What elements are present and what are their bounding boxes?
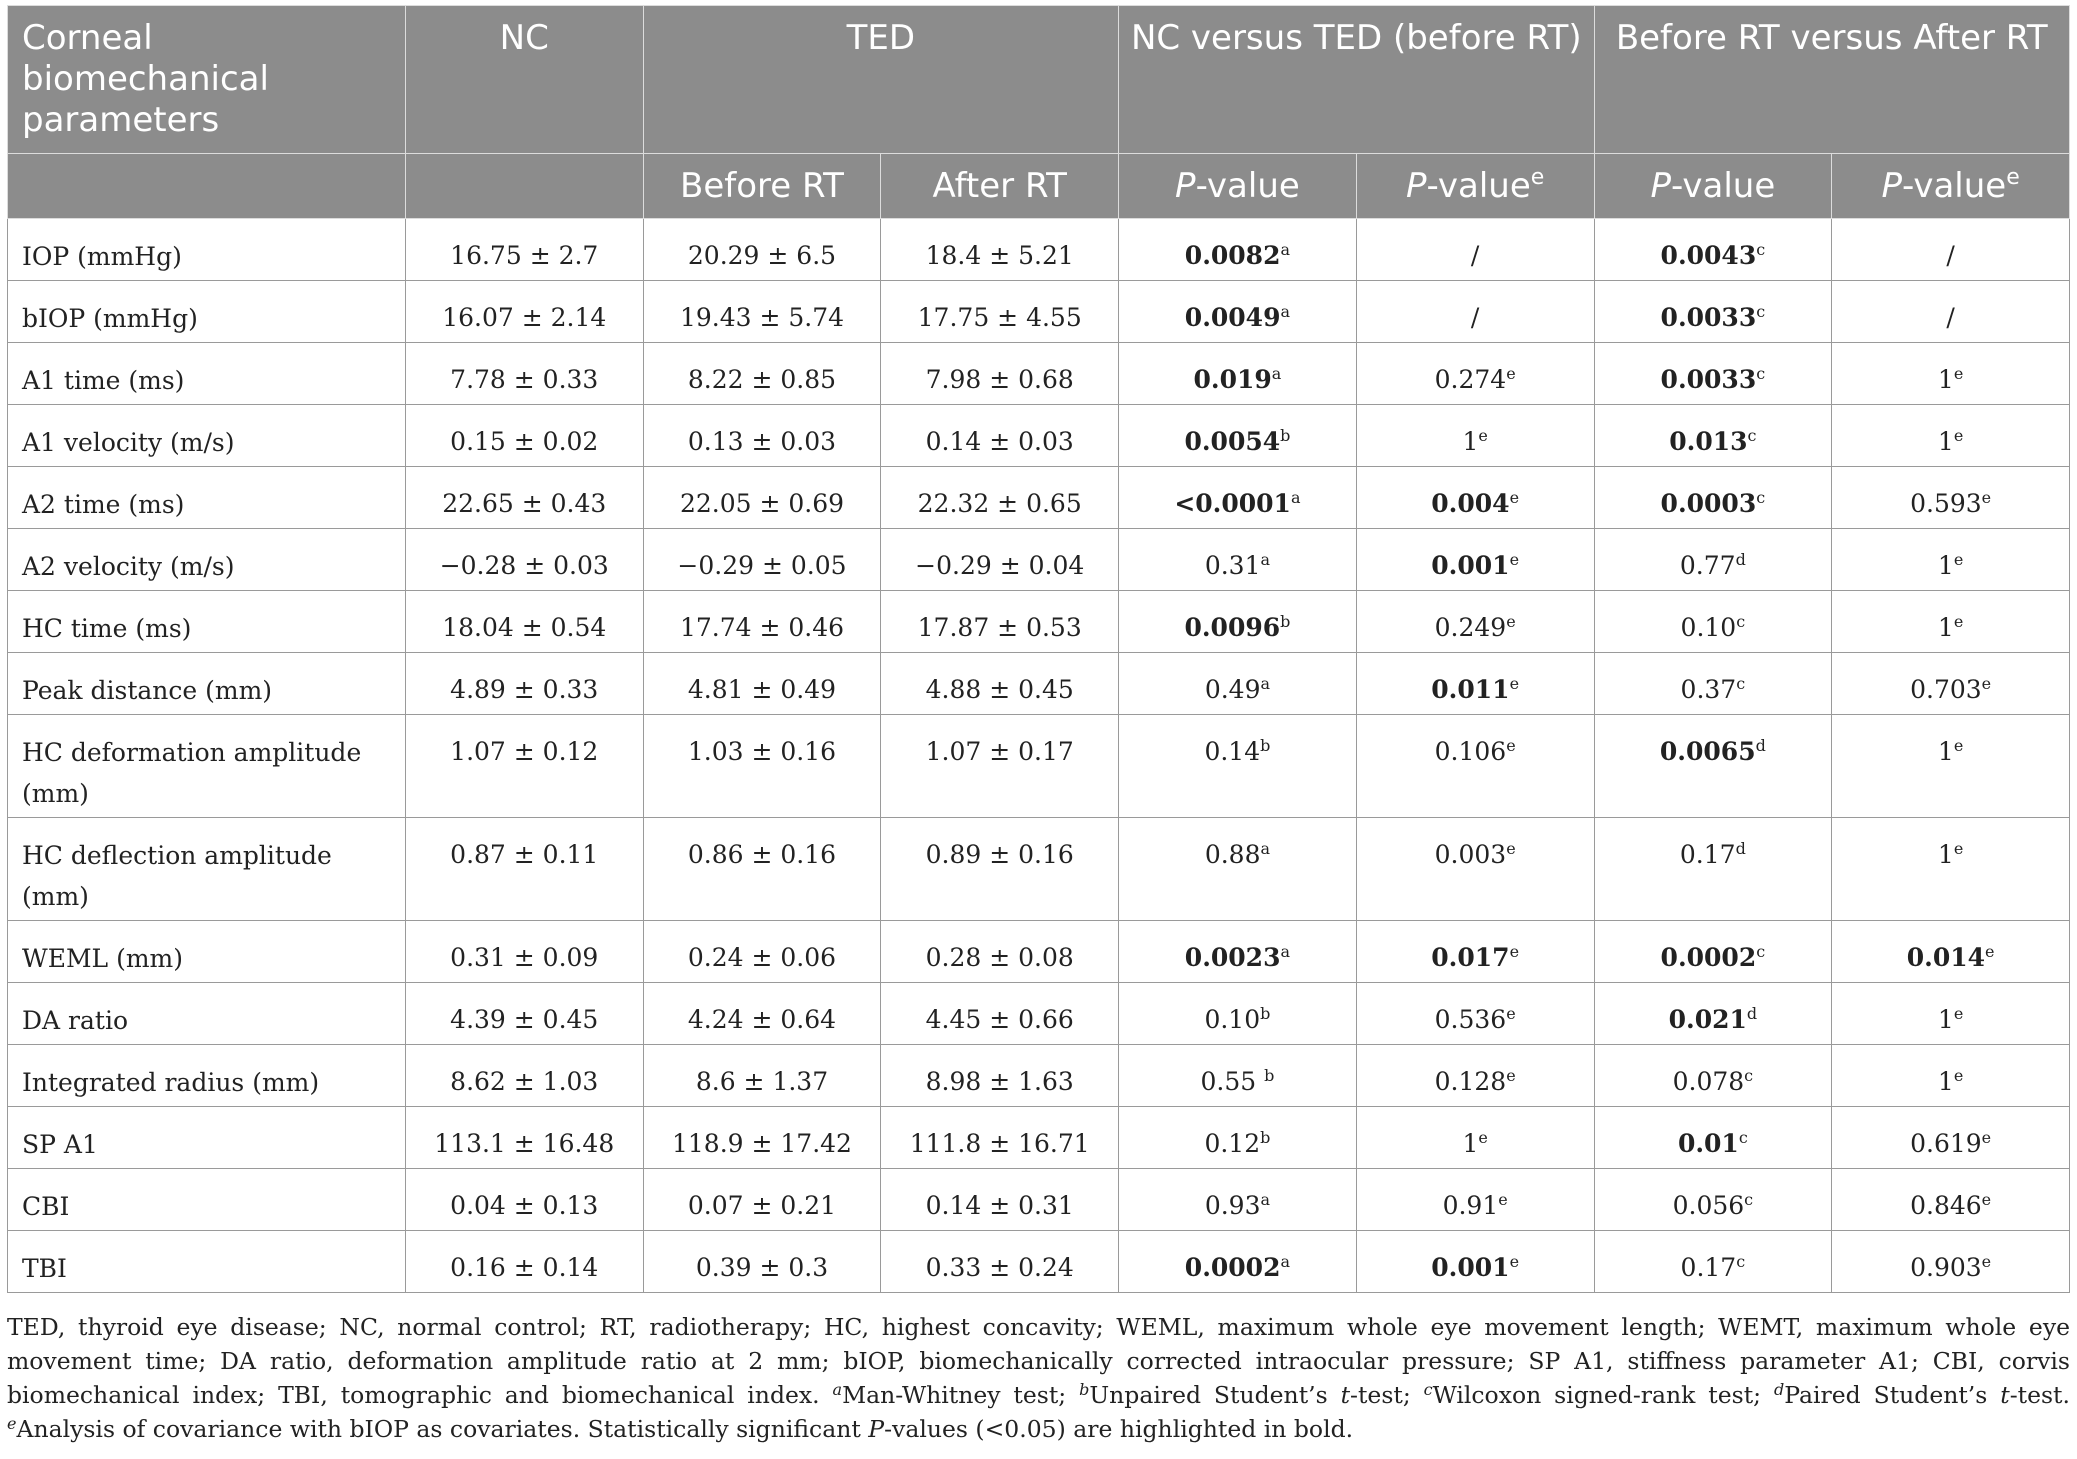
cell-p-value: 0.249e (1356, 591, 1594, 653)
cell-p-value: 0.004e (1356, 467, 1594, 529)
cell-p-value: 0.17$^c$ (1594, 1231, 1832, 1293)
cell-p-value: 0.0054$^b$ (1119, 405, 1357, 467)
cell-p-value: 1e (1832, 529, 2070, 591)
table-row (8, 219, 2070, 281)
cell-p-value: 1e (1356, 405, 1594, 467)
cell-nc: 8.62 ± 1.03 (405, 1045, 643, 1107)
header-p-value-adjusted: P-value$^e$ (1356, 154, 1594, 219)
cell-after: 1.07 ± 0.17 (881, 715, 1119, 818)
cell-p-value: 0.31$^a$ (1119, 529, 1357, 591)
cell-p-value: / (1356, 219, 1594, 281)
table-row (8, 818, 2070, 921)
header-before-rt: Before RT (643, 154, 881, 219)
cell-nc: 4.39 ± 0.45 (405, 983, 643, 1045)
cell-parameter: Peak distance (mm) (8, 653, 406, 715)
cell-parameter: A1 velocity (m/s) (8, 405, 406, 467)
cell-p-value: 0.14$^b$ (1119, 715, 1357, 818)
cell-p-value: 1e (1832, 818, 2070, 921)
table-row (8, 281, 2070, 343)
cell-after: 17.75 ± 4.55 (881, 281, 1119, 343)
header-p-value: P-value (1119, 154, 1357, 219)
table-row (8, 983, 2070, 1045)
header-nc-vs-ted: NC versus TED (before RT) (1119, 6, 1594, 154)
cell-p-value: 0.0049$^a$ (1119, 281, 1357, 343)
cell-p-value: 0.93$^a$ (1119, 1169, 1357, 1231)
table-row (8, 921, 2070, 983)
cell-p-value: 0.003e (1356, 818, 1594, 921)
cell-p-value: 0.17$^d$ (1594, 818, 1832, 921)
cell-parameter: SP A1 (8, 1107, 406, 1169)
cell-parameter: Integrated radius (mm) (8, 1045, 406, 1107)
header-blank (8, 154, 406, 219)
cell-before: 20.29 ± 6.5 (643, 219, 881, 281)
cell-after: 0.14 ± 0.31 (881, 1169, 1119, 1231)
cell-after: 4.45 ± 0.66 (881, 983, 1119, 1045)
cell-before: 19.43 ± 5.74 (643, 281, 881, 343)
cell-p-value: 0.55 $^b$ (1119, 1045, 1357, 1107)
cell-p-value: 0.01$^c$ (1594, 1107, 1832, 1169)
table-row (8, 1045, 2070, 1107)
cell-before: 4.81 ± 0.49 (643, 653, 881, 715)
table-row (8, 1231, 2070, 1293)
cell-after: 7.98 ± 0.68 (881, 343, 1119, 405)
cell-before: 8.6 ± 1.37 (643, 1045, 881, 1107)
cell-parameter: HC deformation amplitude (mm) (8, 715, 406, 818)
cell-p-value: 1e (1832, 591, 2070, 653)
cell-p-value: 0.011e (1356, 653, 1594, 715)
cell-p-value: 0.619e (1832, 1107, 2070, 1169)
cell-p-value: 0.91e (1356, 1169, 1594, 1231)
header-ted: TED (643, 6, 1118, 154)
cell-before: −0.29 ± 0.05 (643, 529, 881, 591)
cell-before: 118.9 ± 17.42 (643, 1107, 881, 1169)
cell-nc: 1.07 ± 0.12 (405, 715, 643, 818)
cell-before: 0.13 ± 0.03 (643, 405, 881, 467)
cell-p-value: 0.88$^a$ (1119, 818, 1357, 921)
cell-nc: 4.89 ± 0.33 (405, 653, 643, 715)
cell-p-value: 0.0023$^a$ (1119, 921, 1357, 983)
header-blank (405, 154, 643, 219)
cell-parameter: CBI (8, 1169, 406, 1231)
cell-p-value: 0.274e (1356, 343, 1594, 405)
cell-p-value: 0.12$^b$ (1119, 1107, 1357, 1169)
cell-p-value: / (1832, 281, 2070, 343)
table-row (8, 1169, 2070, 1231)
cell-p-value: 0.001e (1356, 1231, 1594, 1293)
cell-p-value: 0.013$^c$ (1594, 405, 1832, 467)
cell-p-value: 1e (1832, 983, 2070, 1045)
table-row (8, 405, 2070, 467)
cell-p-value: 0.106e (1356, 715, 1594, 818)
header-before-vs-after: Before RT versus After RT (1594, 6, 2069, 154)
cell-parameter: A2 time (ms) (8, 467, 406, 529)
table-row (8, 715, 2070, 818)
cell-p-value: 0.846e (1832, 1169, 2070, 1231)
cell-p-value: 0.021$^d$ (1594, 983, 1832, 1045)
cell-p-value: 1e (1832, 715, 2070, 818)
cell-p-value: 0.078$^c$ (1594, 1045, 1832, 1107)
cell-after: −0.29 ± 0.04 (881, 529, 1119, 591)
cell-nc: 16.75 ± 2.7 (405, 219, 643, 281)
cell-after: 0.14 ± 0.03 (881, 405, 1119, 467)
cell-nc: 113.1 ± 16.48 (405, 1107, 643, 1169)
cell-p-value: 0.128e (1356, 1045, 1594, 1107)
cell-p-value: 0.0033$^c$ (1594, 343, 1832, 405)
cell-nc: 0.15 ± 0.02 (405, 405, 643, 467)
cell-nc: −0.28 ± 0.03 (405, 529, 643, 591)
cell-nc: 16.07 ± 2.14 (405, 281, 643, 343)
cell-p-value: 0.593e (1832, 467, 2070, 529)
table-row (8, 529, 2070, 591)
cell-p-value: 1e (1832, 1045, 2070, 1107)
cell-p-value: 0.0096$^b$ (1119, 591, 1357, 653)
cell-before: 0.07 ± 0.21 (643, 1169, 881, 1231)
header-nc: NC (405, 6, 643, 154)
cell-p-value: 0.536e (1356, 983, 1594, 1045)
cell-nc: 0.87 ± 0.11 (405, 818, 643, 921)
cell-parameter: WEML (mm) (8, 921, 406, 983)
cell-parameter: bIOP (mmHg) (8, 281, 406, 343)
cell-before: 4.24 ± 0.64 (643, 983, 881, 1045)
cell-nc: 22.65 ± 0.43 (405, 467, 643, 529)
cell-after: 17.87 ± 0.53 (881, 591, 1119, 653)
cell-after: 111.8 ± 16.71 (881, 1107, 1119, 1169)
cell-nc: 0.04 ± 0.13 (405, 1169, 643, 1231)
cell-nc: 0.16 ± 0.14 (405, 1231, 643, 1293)
cell-parameter: HC time (ms) (8, 591, 406, 653)
cell-nc: 0.31 ± 0.09 (405, 921, 643, 983)
cell-p-value: 0.0002$^c$ (1594, 921, 1832, 983)
cell-p-value: 0.903e (1832, 1231, 2070, 1293)
cell-p-value: 0.703e (1832, 653, 2070, 715)
cell-before: 0.86 ± 0.16 (643, 818, 881, 921)
cell-p-value: 0.10$^b$ (1119, 983, 1357, 1045)
header-parameters: Corneal biomechanical parameters (8, 6, 406, 154)
cell-p-value: 0.10$^c$ (1594, 591, 1832, 653)
cell-parameter: IOP (mmHg) (8, 219, 406, 281)
cell-p-value: 0.019$^a$ (1119, 343, 1357, 405)
cell-p-value: 0.0065$^d$ (1594, 715, 1832, 818)
cell-before: 0.24 ± 0.06 (643, 921, 881, 983)
cell-p-value: 0.0003$^c$ (1594, 467, 1832, 529)
cell-p-value: 1e (1832, 405, 2070, 467)
cell-p-value: / (1356, 281, 1594, 343)
cell-p-value: 0.49$^a$ (1119, 653, 1357, 715)
table-footnote: TED, thyroid eye disease; NC, normal control; RT, radiotherapy; HC, highest concavity; WEML, maximum whole eye movement length; WEMT, maximum whole eye movement time; DA ratio, deformation amplitude ratio at 2 mm; bIOP, biomechanically corrected intraocular pressure; SP A1, stiffness parameter A1; CBI, corvis biomechanical index; TBI, tomographic and biomechanical index. $^a$Man-Whitney test; $^b$Unpaired Student’s t-test; $^c$Wilcoxon signed-rank test; $^d$Paired Student’s t-test. $^e$Analysis of covariance with bIOP as covariates. Statistically significant P-values (<0.05) are highlighted in bold. (7, 1313, 2070, 1443)
table-row (8, 343, 2070, 405)
cell-after: 4.88 ± 0.45 (881, 653, 1119, 715)
cell-p-value: 1e (1356, 1107, 1594, 1169)
cell-p-value: 0.001e (1356, 529, 1594, 591)
results-table (7, 5, 2070, 1293)
cell-p-value: 0.0082$^a$ (1119, 219, 1357, 281)
cell-p-value: 0.017e (1356, 921, 1594, 983)
cell-p-value: 1e (1832, 343, 2070, 405)
cell-after: 18.4 ± 5.21 (881, 219, 1119, 281)
cell-after: 0.28 ± 0.08 (881, 921, 1119, 983)
cell-after: 0.89 ± 0.16 (881, 818, 1119, 921)
cell-parameter: TBI (8, 1231, 406, 1293)
table-body (8, 219, 2070, 1293)
header-p-value-adjusted: P-value$^e$ (1832, 154, 2070, 219)
header-after-rt: After RT (881, 154, 1119, 219)
table-row (8, 467, 2070, 529)
cell-nc: 7.78 ± 0.33 (405, 343, 643, 405)
cell-parameter: A1 time (ms) (8, 343, 406, 405)
cell-after: 0.33 ± 0.24 (881, 1231, 1119, 1293)
header-p-value: P-value (1594, 154, 1832, 219)
cell-nc: 18.04 ± 0.54 (405, 591, 643, 653)
cell-before: 1.03 ± 0.16 (643, 715, 881, 818)
cell-parameter: A2 velocity (m/s) (8, 529, 406, 591)
cell-parameter: HC deflection amplitude (mm) (8, 818, 406, 921)
cell-after: 8.98 ± 1.63 (881, 1045, 1119, 1107)
cell-p-value: 0.056$^c$ (1594, 1169, 1832, 1231)
table-row (8, 591, 2070, 653)
cell-before: 22.05 ± 0.69 (643, 467, 881, 529)
cell-p-value: 0.0002$^a$ (1119, 1231, 1357, 1293)
table-row (8, 653, 2070, 715)
cell-p-value: 0.77$^d$ (1594, 529, 1832, 591)
cell-p-value: 0.0043$^c$ (1594, 219, 1832, 281)
cell-before: 17.74 ± 0.46 (643, 591, 881, 653)
cell-before: 8.22 ± 0.85 (643, 343, 881, 405)
cell-parameter: DA ratio (8, 983, 406, 1045)
table-row (8, 1107, 2070, 1169)
cell-before: 0.39 ± 0.3 (643, 1231, 881, 1293)
cell-p-value: <0.0001$^a$ (1119, 467, 1357, 529)
cell-p-value: 0.37$^c$ (1594, 653, 1832, 715)
cell-p-value: 0.0033$^c$ (1594, 281, 1832, 343)
cell-p-value: / (1832, 219, 2070, 281)
cell-after: 22.32 ± 0.65 (881, 467, 1119, 529)
cell-p-value: 0.014e (1832, 921, 2070, 983)
